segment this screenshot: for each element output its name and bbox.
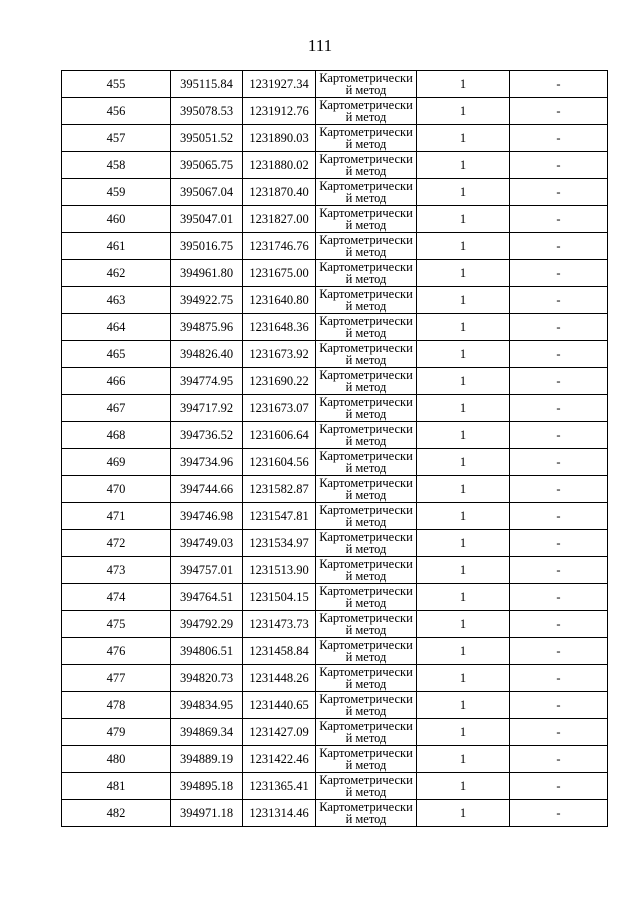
note-cell: -	[510, 206, 608, 233]
y-coordinate-cell: 1231547.81	[243, 503, 316, 530]
table-row	[62, 746, 608, 773]
method-text-line2: й метод	[345, 785, 387, 799]
method-text-line1: Картометрически	[319, 233, 413, 247]
point-number-cell: 456	[62, 98, 171, 125]
x-coordinate-cell: 394820.73	[171, 665, 243, 692]
method-text-line2: й метод	[345, 272, 387, 286]
method-text-line2: й метод	[345, 677, 387, 691]
method-text-line2: й метод	[345, 380, 387, 394]
y-coordinate-cell: 1231582.87	[243, 476, 316, 503]
method-text-line2: й метод	[345, 542, 387, 556]
table-row	[62, 206, 608, 233]
accuracy-cell: 1	[417, 152, 510, 179]
y-coordinate-cell: 1231604.56	[243, 449, 316, 476]
y-coordinate-cell: 1231422.46	[243, 746, 316, 773]
note-cell: -	[510, 611, 608, 638]
point-number-cell: 482	[62, 800, 171, 827]
table-row	[62, 476, 608, 503]
y-coordinate-cell: 1231880.02	[243, 152, 316, 179]
note-cell: -	[510, 746, 608, 773]
method-text-line1: Картометрически	[319, 611, 413, 625]
method-text-line1: Картометрически	[319, 800, 413, 814]
accuracy-cell: 1	[417, 422, 510, 449]
y-coordinate-cell: 1231827.00	[243, 206, 316, 233]
point-number-cell: 476	[62, 638, 171, 665]
note-cell: -	[510, 233, 608, 260]
method-text-line1: Картометрически	[319, 638, 413, 652]
method-cell	[316, 719, 417, 746]
point-number-cell: 470	[62, 476, 171, 503]
x-coordinate-cell: 395078.53	[171, 98, 243, 125]
accuracy-cell: 1	[417, 800, 510, 827]
table-row	[62, 152, 608, 179]
method-text-line1: Картометрически	[319, 260, 413, 274]
method-cell	[316, 800, 417, 827]
method-cell	[316, 638, 417, 665]
method-cell	[316, 584, 417, 611]
y-coordinate-cell: 1231912.76	[243, 98, 316, 125]
accuracy-cell: 1	[417, 692, 510, 719]
x-coordinate-cell: 394869.34	[171, 719, 243, 746]
point-number-cell: 457	[62, 125, 171, 152]
table-row	[62, 422, 608, 449]
y-coordinate-cell: 1231458.84	[243, 638, 316, 665]
method-cell	[316, 98, 417, 125]
table-row	[62, 611, 608, 638]
x-coordinate-cell: 394922.75	[171, 287, 243, 314]
method-text-line1: Картометрически	[319, 287, 413, 301]
accuracy-cell: 1	[417, 233, 510, 260]
x-coordinate-cell: 395115.84	[171, 71, 243, 98]
table-row	[62, 773, 608, 800]
y-coordinate-cell: 1231606.64	[243, 422, 316, 449]
accuracy-cell: 1	[417, 287, 510, 314]
method-text-line2: й метод	[345, 650, 387, 664]
x-coordinate-cell: 394746.98	[171, 503, 243, 530]
table-row	[62, 665, 608, 692]
y-coordinate-cell: 1231675.00	[243, 260, 316, 287]
method-text-line1: Картометрически	[319, 530, 413, 544]
method-cell	[316, 206, 417, 233]
note-cell: -	[510, 692, 608, 719]
method-cell	[316, 152, 417, 179]
accuracy-cell: 1	[417, 71, 510, 98]
x-coordinate-cell: 395016.75	[171, 233, 243, 260]
method-cell	[316, 422, 417, 449]
accuracy-cell: 1	[417, 719, 510, 746]
note-cell: -	[510, 719, 608, 746]
point-number-cell: 465	[62, 341, 171, 368]
method-text-line1: Картометрически	[319, 665, 413, 679]
table-row	[62, 368, 608, 395]
note-cell: -	[510, 773, 608, 800]
y-coordinate-cell: 1231440.65	[243, 692, 316, 719]
accuracy-cell: 1	[417, 557, 510, 584]
note-cell: -	[510, 179, 608, 206]
table-row	[62, 638, 608, 665]
x-coordinate-cell: 394757.01	[171, 557, 243, 584]
accuracy-cell: 1	[417, 746, 510, 773]
note-cell: -	[510, 638, 608, 665]
y-coordinate-cell: 1231673.07	[243, 395, 316, 422]
method-text-line1: Картометрически	[319, 98, 413, 112]
method-cell	[316, 341, 417, 368]
method-text-line2: й метод	[345, 137, 387, 151]
point-number-cell: 459	[62, 179, 171, 206]
accuracy-cell: 1	[417, 314, 510, 341]
y-coordinate-cell: 1231365.41	[243, 773, 316, 800]
x-coordinate-cell: 394875.96	[171, 314, 243, 341]
method-text-line2: й метод	[345, 299, 387, 313]
method-cell	[316, 557, 417, 584]
method-cell	[316, 71, 417, 98]
accuracy-cell: 1	[417, 368, 510, 395]
method-text-line2: й метод	[345, 704, 387, 718]
method-cell	[316, 179, 417, 206]
y-coordinate-cell: 1231314.46	[243, 800, 316, 827]
y-coordinate-cell: 1231890.03	[243, 125, 316, 152]
point-number-cell: 458	[62, 152, 171, 179]
method-cell	[316, 287, 417, 314]
y-coordinate-cell: 1231690.22	[243, 368, 316, 395]
method-cell	[316, 746, 417, 773]
x-coordinate-cell: 394806.51	[171, 638, 243, 665]
y-coordinate-cell: 1231427.09	[243, 719, 316, 746]
note-cell: -	[510, 152, 608, 179]
table-row	[62, 314, 608, 341]
table-row	[62, 692, 608, 719]
table-row	[62, 179, 608, 206]
x-coordinate-cell: 395051.52	[171, 125, 243, 152]
y-coordinate-cell: 1231746.76	[243, 233, 316, 260]
note-cell: -	[510, 449, 608, 476]
method-cell	[316, 125, 417, 152]
x-coordinate-cell: 394834.95	[171, 692, 243, 719]
table-row	[62, 71, 608, 98]
point-number-cell: 461	[62, 233, 171, 260]
method-text-line1: Картометрически	[319, 368, 413, 382]
note-cell: -	[510, 125, 608, 152]
table-row	[62, 503, 608, 530]
method-cell	[316, 449, 417, 476]
point-number-cell: 462	[62, 260, 171, 287]
method-text-line1: Картометрически	[319, 746, 413, 760]
x-coordinate-cell: 394774.95	[171, 368, 243, 395]
note-cell: -	[510, 557, 608, 584]
accuracy-cell: 1	[417, 476, 510, 503]
accuracy-cell: 1	[417, 665, 510, 692]
x-coordinate-cell: 395065.75	[171, 152, 243, 179]
coordinates-table	[61, 70, 608, 827]
method-text-line2: й метод	[345, 461, 387, 475]
note-cell: -	[510, 71, 608, 98]
point-number-cell: 460	[62, 206, 171, 233]
accuracy-cell: 1	[417, 611, 510, 638]
note-cell: -	[510, 584, 608, 611]
method-cell	[316, 395, 417, 422]
point-number-cell: 478	[62, 692, 171, 719]
point-number-cell: 475	[62, 611, 171, 638]
method-text-line1: Картометрически	[319, 476, 413, 490]
x-coordinate-cell: 395067.04	[171, 179, 243, 206]
x-coordinate-cell: 394717.92	[171, 395, 243, 422]
method-text-line2: й метод	[345, 623, 387, 637]
table-row	[62, 287, 608, 314]
point-number-cell: 474	[62, 584, 171, 611]
method-cell	[316, 665, 417, 692]
accuracy-cell: 1	[417, 773, 510, 800]
method-text-line1: Картометрически	[319, 773, 413, 787]
table-row	[62, 557, 608, 584]
table-row	[62, 233, 608, 260]
accuracy-cell: 1	[417, 98, 510, 125]
note-cell: -	[510, 395, 608, 422]
point-number-cell: 469	[62, 449, 171, 476]
method-text-line2: й метод	[345, 83, 387, 97]
x-coordinate-cell: 395047.01	[171, 206, 243, 233]
accuracy-cell: 1	[417, 206, 510, 233]
point-number-cell: 473	[62, 557, 171, 584]
y-coordinate-cell: 1231673.92	[243, 341, 316, 368]
method-text-line1: Картометрически	[319, 719, 413, 733]
method-text-line1: Картометрически	[319, 341, 413, 355]
note-cell: -	[510, 800, 608, 827]
point-number-cell: 477	[62, 665, 171, 692]
method-text-line2: й метод	[345, 191, 387, 205]
method-cell	[316, 611, 417, 638]
point-number-cell: 468	[62, 422, 171, 449]
table-row	[62, 125, 608, 152]
y-coordinate-cell: 1231473.73	[243, 611, 316, 638]
method-cell	[316, 260, 417, 287]
method-text-line2: й метод	[345, 758, 387, 772]
x-coordinate-cell: 394736.52	[171, 422, 243, 449]
accuracy-cell: 1	[417, 638, 510, 665]
method-text-line1: Картометрически	[319, 449, 413, 463]
table-row	[62, 584, 608, 611]
point-number-cell: 466	[62, 368, 171, 395]
point-number-cell: 471	[62, 503, 171, 530]
method-text-line2: й метод	[345, 488, 387, 502]
point-number-cell: 479	[62, 719, 171, 746]
method-text-line2: й метод	[345, 812, 387, 826]
table-row	[62, 98, 608, 125]
table-row	[62, 800, 608, 827]
method-text-line2: й метод	[345, 326, 387, 340]
note-cell: -	[510, 314, 608, 341]
accuracy-cell: 1	[417, 503, 510, 530]
method-text-line1: Картометрически	[319, 152, 413, 166]
method-text-line2: й метод	[345, 596, 387, 610]
note-cell: -	[510, 530, 608, 557]
accuracy-cell: 1	[417, 125, 510, 152]
table-row	[62, 449, 608, 476]
method-text-line2: й метод	[345, 434, 387, 448]
point-number-cell: 467	[62, 395, 171, 422]
method-text-line1: Картометрически	[319, 179, 413, 193]
method-cell	[316, 368, 417, 395]
accuracy-cell: 1	[417, 260, 510, 287]
accuracy-cell: 1	[417, 584, 510, 611]
method-text-line2: й метод	[345, 110, 387, 124]
method-text-line1: Картометрически	[319, 692, 413, 706]
note-cell: -	[510, 98, 608, 125]
y-coordinate-cell: 1231504.15	[243, 584, 316, 611]
method-text-line2: й метод	[345, 731, 387, 745]
table-row	[62, 395, 608, 422]
y-coordinate-cell: 1231870.40	[243, 179, 316, 206]
method-text-line1: Картометрически	[319, 71, 413, 85]
y-coordinate-cell: 1231927.34	[243, 71, 316, 98]
y-coordinate-cell: 1231640.80	[243, 287, 316, 314]
x-coordinate-cell: 394961.80	[171, 260, 243, 287]
method-cell	[316, 692, 417, 719]
x-coordinate-cell: 394895.18	[171, 773, 243, 800]
method-text-line1: Картометрически	[319, 503, 413, 517]
x-coordinate-cell: 394826.40	[171, 341, 243, 368]
accuracy-cell: 1	[417, 449, 510, 476]
method-text-line1: Картометрически	[319, 125, 413, 139]
page-number: 111	[307, 36, 333, 55]
note-cell: -	[510, 665, 608, 692]
x-coordinate-cell: 394792.29	[171, 611, 243, 638]
note-cell: -	[510, 422, 608, 449]
x-coordinate-cell: 394749.03	[171, 530, 243, 557]
method-text-line1: Картометрически	[319, 314, 413, 328]
method-cell	[316, 773, 417, 800]
note-cell: -	[510, 260, 608, 287]
table-row	[62, 341, 608, 368]
note-cell: -	[510, 368, 608, 395]
y-coordinate-cell: 1231513.90	[243, 557, 316, 584]
point-number-cell: 472	[62, 530, 171, 557]
point-number-cell: 481	[62, 773, 171, 800]
x-coordinate-cell: 394971.18	[171, 800, 243, 827]
x-coordinate-cell: 394734.96	[171, 449, 243, 476]
method-cell	[316, 314, 417, 341]
table-row	[62, 530, 608, 557]
x-coordinate-cell: 394744.66	[171, 476, 243, 503]
method-text-line1: Картометрически	[319, 584, 413, 598]
method-text-line1: Картометрически	[319, 557, 413, 571]
y-coordinate-cell: 1231534.97	[243, 530, 316, 557]
method-text-line2: й метод	[345, 407, 387, 421]
method-text-line2: й метод	[345, 353, 387, 367]
table-row	[62, 719, 608, 746]
y-coordinate-cell: 1231648.36	[243, 314, 316, 341]
method-text-line2: й метод	[345, 569, 387, 583]
accuracy-cell: 1	[417, 395, 510, 422]
point-number-cell: 480	[62, 746, 171, 773]
method-cell	[316, 530, 417, 557]
method-text-line2: й метод	[345, 164, 387, 178]
method-text-line1: Картометрически	[319, 422, 413, 436]
point-number-cell: 463	[62, 287, 171, 314]
note-cell: -	[510, 503, 608, 530]
accuracy-cell: 1	[417, 341, 510, 368]
method-cell	[316, 503, 417, 530]
note-cell: -	[510, 287, 608, 314]
table-row	[62, 260, 608, 287]
point-number-cell: 455	[62, 71, 171, 98]
method-text-line1: Картометрически	[319, 206, 413, 220]
method-text-line2: й метод	[345, 245, 387, 259]
method-text-line1: Картометрически	[319, 395, 413, 409]
method-text-line2: й метод	[345, 218, 387, 232]
accuracy-cell: 1	[417, 530, 510, 557]
y-coordinate-cell: 1231448.26	[243, 665, 316, 692]
method-cell	[316, 233, 417, 260]
method-cell	[316, 476, 417, 503]
accuracy-cell: 1	[417, 179, 510, 206]
x-coordinate-cell: 394764.51	[171, 584, 243, 611]
x-coordinate-cell: 394889.19	[171, 746, 243, 773]
point-number-cell: 464	[62, 314, 171, 341]
method-text-line2: й метод	[345, 515, 387, 529]
note-cell: -	[510, 476, 608, 503]
note-cell: -	[510, 341, 608, 368]
coordinates-table-body	[62, 71, 608, 827]
